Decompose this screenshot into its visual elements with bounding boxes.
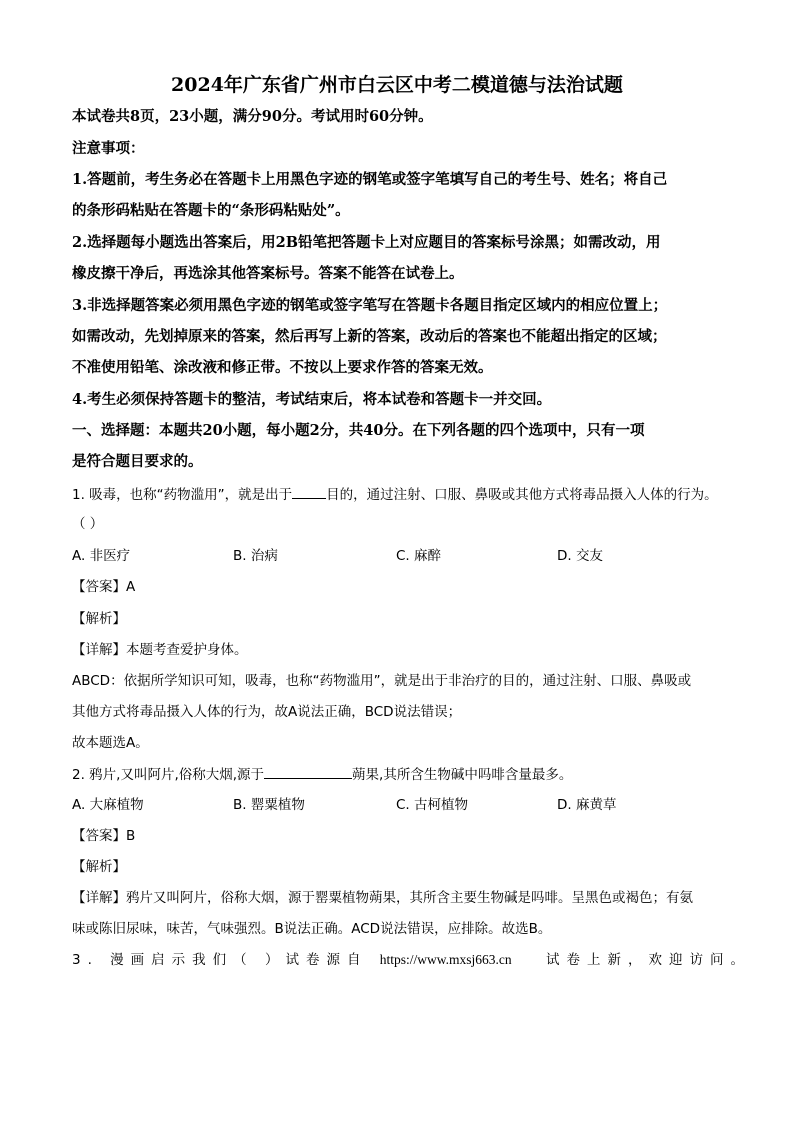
- q2-analysis: 【解析】: [72, 859, 126, 875]
- q2-answer: 【答案】B: [72, 828, 136, 844]
- q1-stem-part1: 1. 吸毒，也称“药物滥用”，就是出于: [72, 487, 293, 503]
- notice-line: 2.选择题每小题选出答案后，用2B铅笔把答题卡上对应题目的答案标号涂黑；如需改动，用: [72, 234, 661, 251]
- notice-heading: 注意事项：: [72, 140, 145, 157]
- q1-option-b: B. 治病: [233, 548, 278, 564]
- q1-option-d: D. 交友: [557, 548, 603, 564]
- q2-blank: [264, 764, 352, 779]
- q1-paren: （ ）: [72, 516, 104, 532]
- q3-stem: 3. 漫画启示我们（ ）试卷源自: [72, 952, 368, 968]
- section-heading: 一、选择题：本题共20小题，每小题2分，共40分。在下列各题的四个选项中，只有一项: [72, 422, 645, 439]
- q2-option-a: A. 大麻植物: [72, 797, 144, 813]
- q2-detail-line: 【详解】鸦片又叫阿片，俗称大烟，源于罂粟植物蒴果，其所含主要生物碱是吗啡。呈黑色或褐色；有氨: [72, 890, 693, 906]
- q1-explain-line: 其他方式将毒品摄入人体的行为，故A说法正确，BCD说法错误；: [72, 704, 462, 720]
- q2-option-b: B. 罂粟植物: [233, 797, 305, 813]
- q2-option-d: D. 麻黄草: [557, 797, 617, 813]
- question-2-stem: [72, 764, 572, 785]
- q1-blank: [292, 484, 326, 499]
- notice-line: 橡皮擦干净后，再选涂其他答案标号。答案不能答在试卷上。: [72, 265, 464, 282]
- q2-detail-line: 味或陈旧尿味，味苦，气味强烈。B说法正确。ACD说法错误，应排除。故选B。: [72, 921, 552, 937]
- notice-line: 3.非选择题答案必须用黑色字迹的钢笔或签字笔写在答题卡各题目指定区域内的相应位置上；: [72, 297, 668, 314]
- q1-explain-line: ABCD：依据所学知识可知，吸毒，也称“药物滥用”，就是出于非治疗的目的，通过注射、口服、鼻吸或: [72, 673, 692, 689]
- q1-detail: 【详解】本题考查爱护身体。: [72, 642, 248, 658]
- q1-stem-part2: 目的，通过注射、口服、鼻吸或其他方式将毒品摄入人体的行为。: [326, 487, 718, 503]
- q1-option-c: C. 麻醉: [396, 548, 442, 564]
- q1-option-a: A. 非医疗: [72, 548, 131, 564]
- section-heading: 是符合题目要求的。: [72, 453, 203, 470]
- source-link[interactable]: https://www.mxsj663.cn: [379, 952, 512, 967]
- q1-analysis: 【解析】: [72, 611, 126, 627]
- question-3-stem: [72, 950, 751, 970]
- intro-text: 本试卷共8页，23小题，满分90分。考试用时60分钟。: [72, 108, 433, 125]
- notice-line: 不准使用铅笔、涂改液和修正带。不按以上要求作答的答案无效。: [72, 359, 493, 376]
- notice-line: 的条形码粘贴在答题卡的“条形码粘贴处”。: [72, 202, 350, 219]
- page-title: 2024年广东省广州市白云区中考二模道德与法治试题: [171, 74, 623, 96]
- q2-option-c: C. 古柯植物: [396, 797, 469, 813]
- q3-tail: 试卷上新，欢迎访问。: [545, 952, 751, 968]
- question-1-stem: [72, 484, 718, 505]
- q1-answer: 【答案】A: [72, 579, 136, 595]
- notice-line: 1.答题前，考生务必在答题卡上用黑色字迹的钢笔或签字笔填写自己的考生号、姓名；将自己: [72, 171, 668, 188]
- q1-explain-line: 故本题选A。: [72, 735, 149, 751]
- q2-stem-part1: 2. 鸦片,又叫阿片,俗称大烟,源于: [72, 767, 265, 783]
- notice-line: 4.考生必须保持答题卡的整洁，考试结束后，将本试卷和答题卡一并交回。: [72, 391, 552, 408]
- notice-line: 如需改动，先划掉原来的答案，然后再写上新的答案，改动后的答案也不能超出指定的区域；: [72, 328, 667, 345]
- q2-stem-part2: 蒴果,其所含生物碱中吗啡含量最多。: [352, 767, 573, 783]
